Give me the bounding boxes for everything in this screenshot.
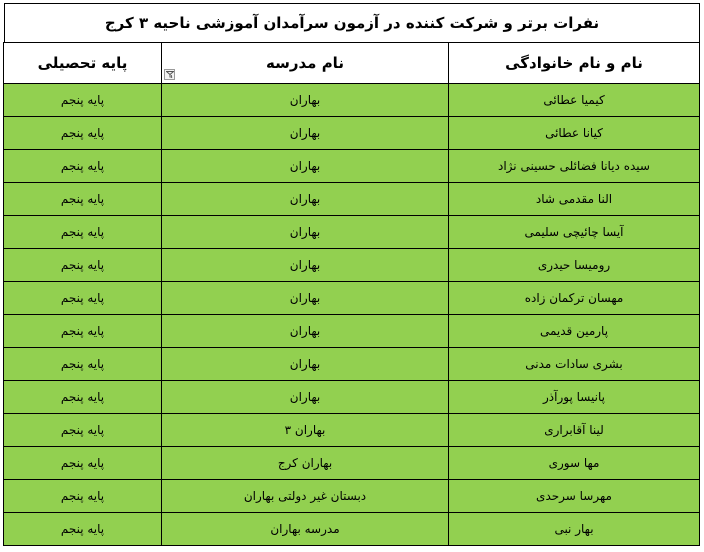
table-row	[4, 381, 700, 414]
table-row	[4, 447, 700, 480]
table-row	[4, 249, 700, 282]
cell-grade[interactable]: پایه پنجم	[4, 249, 162, 282]
cell-school[interactable]: بهاران	[162, 249, 449, 282]
cell-grade[interactable]: پایه پنجم	[4, 447, 162, 480]
cell-grade[interactable]: پایه پنجم	[4, 315, 162, 348]
header-row	[4, 43, 700, 84]
header-grade	[4, 43, 162, 84]
cell-name[interactable]: کیمیا عطائی	[449, 84, 700, 117]
cell-school[interactable]: بهاران	[162, 183, 449, 216]
cell-school[interactable]: بهاران	[162, 282, 449, 315]
cell-name[interactable]: النا مقدمی شاد	[449, 183, 700, 216]
cell-name[interactable]: کیانا عطائی	[449, 117, 700, 150]
cell-name[interactable]: آیسا چائیچی سلیمی	[449, 216, 700, 249]
header-name-label: نام و نام خانوادگی	[505, 54, 643, 72]
cell-grade[interactable]: پایه پنجم	[4, 381, 162, 414]
header-school-label: نام مدرسه	[266, 54, 344, 72]
cell-school[interactable]: بهاران	[162, 348, 449, 381]
table-row	[4, 348, 700, 381]
cell-school[interactable]: بهاران	[162, 315, 449, 348]
cell-grade[interactable]: پایه پنجم	[4, 282, 162, 315]
cell-name[interactable]: مها سوری	[449, 447, 700, 480]
cell-grade[interactable]: پایه پنجم	[4, 348, 162, 381]
cell-name[interactable]: رومیسا حیدری	[449, 249, 700, 282]
table-row	[4, 414, 700, 447]
table-row	[4, 480, 700, 513]
filter-dropdown-icon[interactable]	[164, 69, 175, 80]
table-row	[4, 84, 700, 117]
cell-school[interactable]: بهاران	[162, 216, 449, 249]
table-row	[4, 315, 700, 348]
cell-grade[interactable]: پایه پنجم	[4, 414, 162, 447]
header-school	[162, 43, 449, 84]
cell-name[interactable]: بشری سادات مدنی	[449, 348, 700, 381]
table-row	[4, 117, 700, 150]
sheet-title: نفرات برتر و شرکت کننده در آزمون سرآمدان آموزشی ناحیه ۳ کرج	[4, 3, 700, 42]
cell-grade[interactable]: پایه پنجم	[4, 216, 162, 249]
cell-school[interactable]: بهاران	[162, 150, 449, 183]
cell-name[interactable]: بهار نبی	[449, 513, 700, 546]
cell-school[interactable]: بهاران	[162, 381, 449, 414]
cell-school[interactable]: مدرسه بهاران	[162, 513, 449, 546]
table-row	[4, 216, 700, 249]
results-table	[3, 42, 700, 546]
cell-school[interactable]: بهاران	[162, 84, 449, 117]
cell-grade[interactable]: پایه پنجم	[4, 150, 162, 183]
cell-name[interactable]: سیده دیانا فضائلی حسینی نژاد	[449, 150, 700, 183]
table-row	[4, 150, 700, 183]
spreadsheet	[4, 3, 700, 546]
cell-grade[interactable]: پایه پنجم	[4, 513, 162, 546]
cell-grade[interactable]: پایه پنجم	[4, 84, 162, 117]
cell-name[interactable]: پارمین قدیمی	[449, 315, 700, 348]
cell-school[interactable]: بهاران کرج	[162, 447, 449, 480]
cell-name[interactable]: مهرسا سرحدی	[449, 480, 700, 513]
cell-school[interactable]: بهاران ۳	[162, 414, 449, 447]
table-row	[4, 513, 700, 546]
table-row	[4, 282, 700, 315]
cell-name[interactable]: مهسان ترکمان زاده	[449, 282, 700, 315]
cell-name[interactable]: لینا آقابراری	[449, 414, 700, 447]
header-grade-label: پایه تحصیلی	[37, 54, 128, 72]
cell-name[interactable]: پانیسا پورآذر	[449, 381, 700, 414]
cell-grade[interactable]: پایه پنجم	[4, 480, 162, 513]
cell-school[interactable]: دبستان غیر دولتی بهاران	[162, 480, 449, 513]
table-row	[4, 183, 700, 216]
header-name	[449, 43, 700, 84]
cell-grade[interactable]: پایه پنجم	[4, 183, 162, 216]
cell-school[interactable]: بهاران	[162, 117, 449, 150]
cell-grade[interactable]: پایه پنجم	[4, 117, 162, 150]
